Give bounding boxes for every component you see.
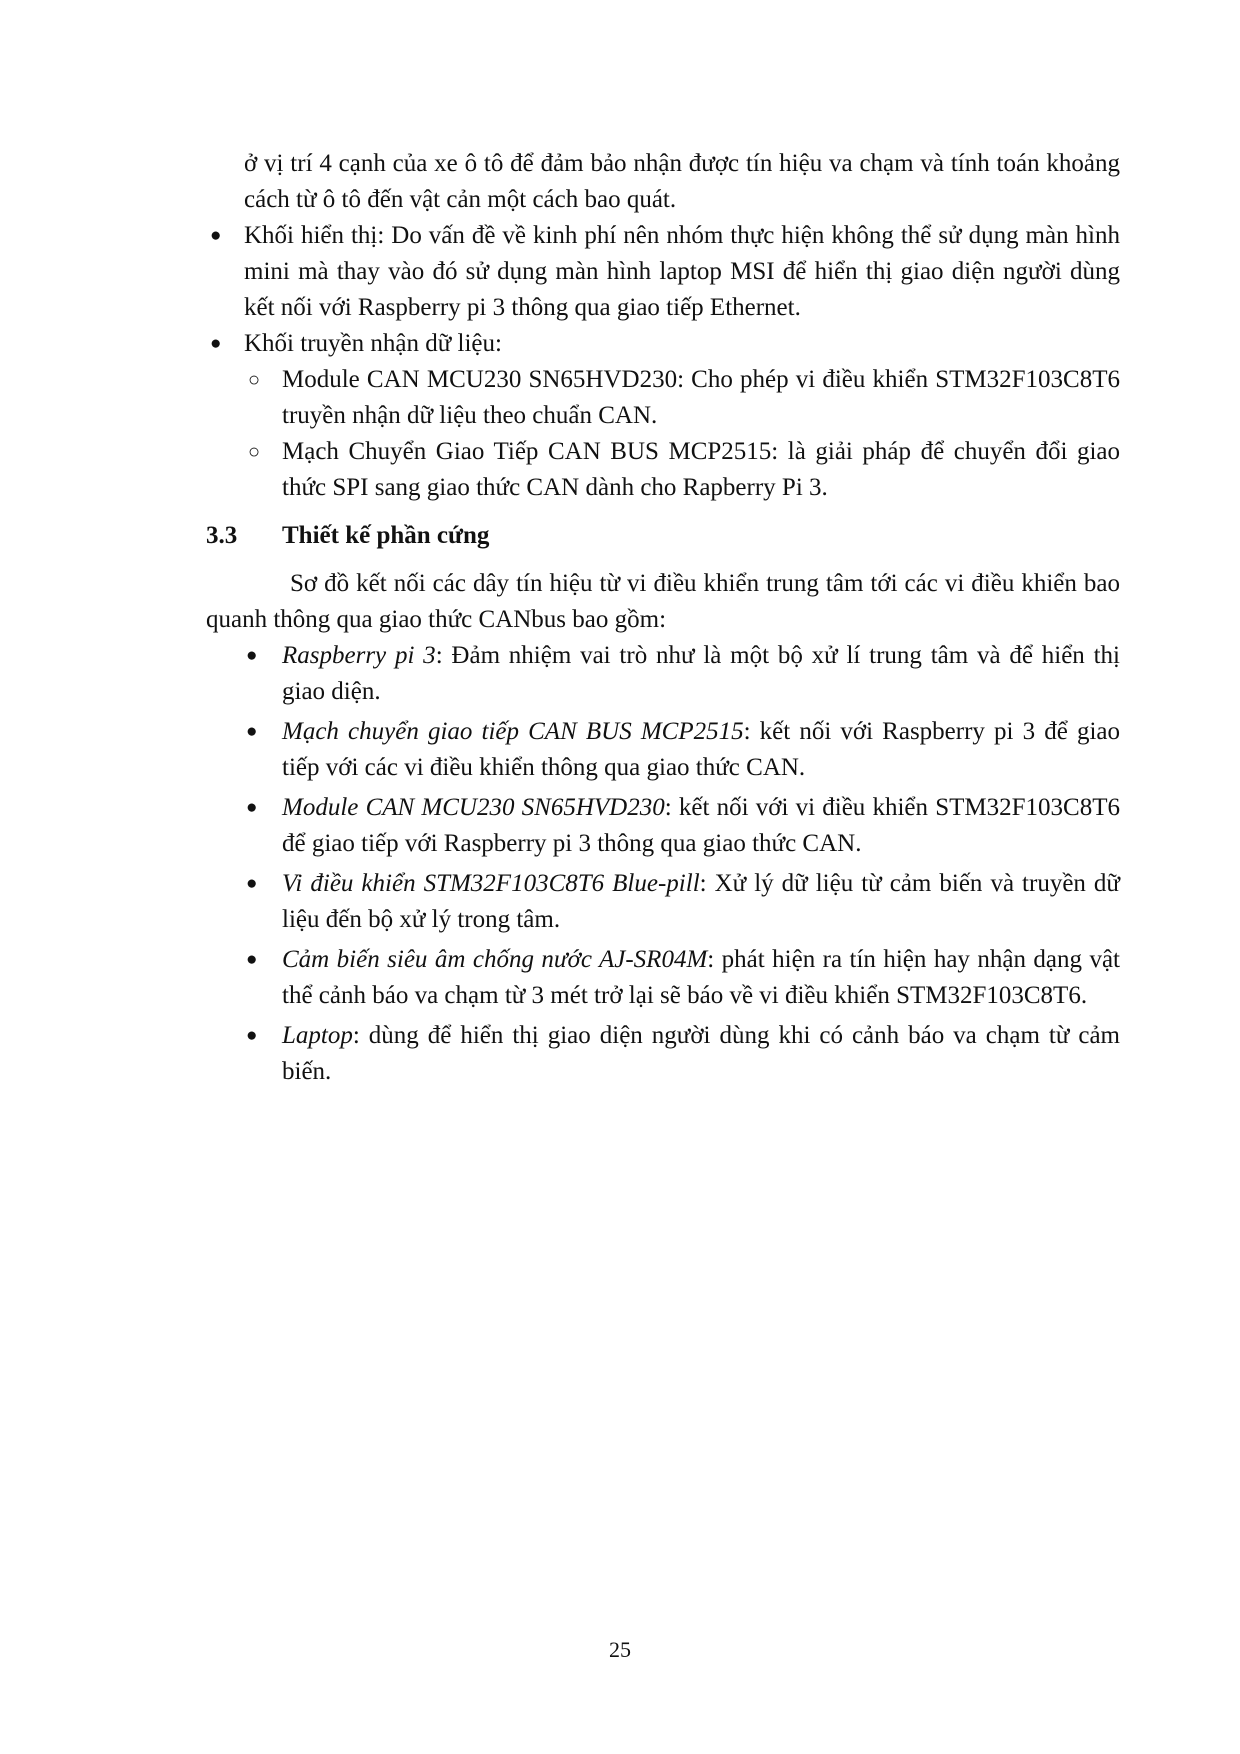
bullet-text: Khối truyền nhận dữ liệu: [244,330,502,357]
hardware-item [246,790,1120,862]
bullet-icon: ● [246,721,258,742]
hardware-item [246,866,1120,938]
bullet-item-display-block [210,218,1120,326]
hardware-item [246,942,1120,1014]
hardware-item [246,714,1120,786]
bullet-icon: ● [246,797,258,818]
hardware-item [246,1018,1120,1090]
bullet-icon: ● [246,949,258,970]
circle-bullet-icon: ○ [248,369,261,391]
section-intro-paragraph: Sơ đồ kết nối các dây tín hiệu từ vi điều khiển trung tâm tới các vi điều khiển bao quanh thông qua giao thức CANbus bao gồm: [206,570,1120,633]
sub-bullet-text: Module CAN MCU230 SN65HVD230: Cho phép vi điều khiển STM32F103C8T6 truyền nhận dữ liệu theo chuẩn CAN. [282,366,1120,429]
page-number: 25 [609,1637,631,1662]
hardware-item-desc: : kết nối với Raspberry pi 3 để giao tiếp với các vi điều khiển thông qua giao thức CAN. [282,718,1120,781]
sub-bullet-can-bus-circuit [248,434,1120,506]
hardware-item-desc: : Đảm nhiệm vai trò như là một bộ xử lí trung tâm và để hiển thị giao diện. [282,642,1120,705]
section-title: Thiết kế phần cứng [282,522,490,549]
bullet-icon: ● [210,333,222,354]
bullet-item-data-block [210,326,1120,362]
hardware-item-term: Mạch chuyển giao tiếp CAN BUS MCP2515 [282,718,744,745]
hardware-item-term: Laptop [282,1022,353,1049]
bullet-text: Khối hiển thị: Do vấn đề về kinh phí nên nhóm thực hiện không thể sử dụng màn hình mini mà thay vào đó sử dụng màn hình laptop MSI để hiển thị giao diện người dùng kết nối với Raspberry pi 3 thông qua giao tiếp Ethernet. [244,222,1120,321]
hardware-item-desc: : Xử lý dữ liệu từ cảm biến và truyền dữ liệu đến bộ xử lý trong tâm. [282,870,1120,933]
bullet-icon: ● [210,225,222,246]
section-heading [0,518,1240,554]
bullet-icon: ● [246,1025,258,1046]
hardware-item-term: Module CAN MCU230 SN65HVD230 [282,794,665,821]
hardware-item-term: Raspberry pi 3 [282,642,436,669]
bullet-icon: ● [246,645,258,666]
sub-bullet-can-module [248,362,1120,434]
page-content [0,146,1240,1090]
hardware-item-term: Vi điều khiển STM32F103C8T6 Blue-pill [282,870,700,897]
circle-bullet-icon: ○ [248,441,261,463]
hardware-item-desc: : phát hiện ra tín hiện hay nhận dạng vật thể cảnh báo va chạm từ 3 mét trở lại sẽ báo về vi điều khiển STM32F103C8T6. [282,946,1120,1009]
hardware-item-term: Cảm biến siêu âm chống nước AJ-SR04M [282,946,708,973]
hardware-item [246,638,1120,710]
continuation-paragraph: ở vị trí 4 cạnh của xe ô tô để đảm bảo nhận được tín hiệu va chạm và tính toán khoảng cách từ ô tô đến vật cản một cách bao quát. [244,150,1120,213]
hardware-item-desc: : dùng để hiển thị giao diện người dùng khi có cảnh báo va chạm từ cảm biến. [282,1022,1120,1085]
hardware-item-desc: : kết nối với vi điều khiển STM32F103C8T6 để giao tiếp với Raspberry pi 3 thông qua giao thức CAN. [282,794,1120,857]
section-number: 3.3 [206,522,238,549]
bullet-icon: ● [246,873,258,894]
sub-bullet-text: Mạch Chuyển Giao Tiếp CAN BUS MCP2515: là giải pháp để chuyển đổi giao thức SPI sang giao thức CAN dành cho Rapberry Pi 3. [282,438,1120,501]
